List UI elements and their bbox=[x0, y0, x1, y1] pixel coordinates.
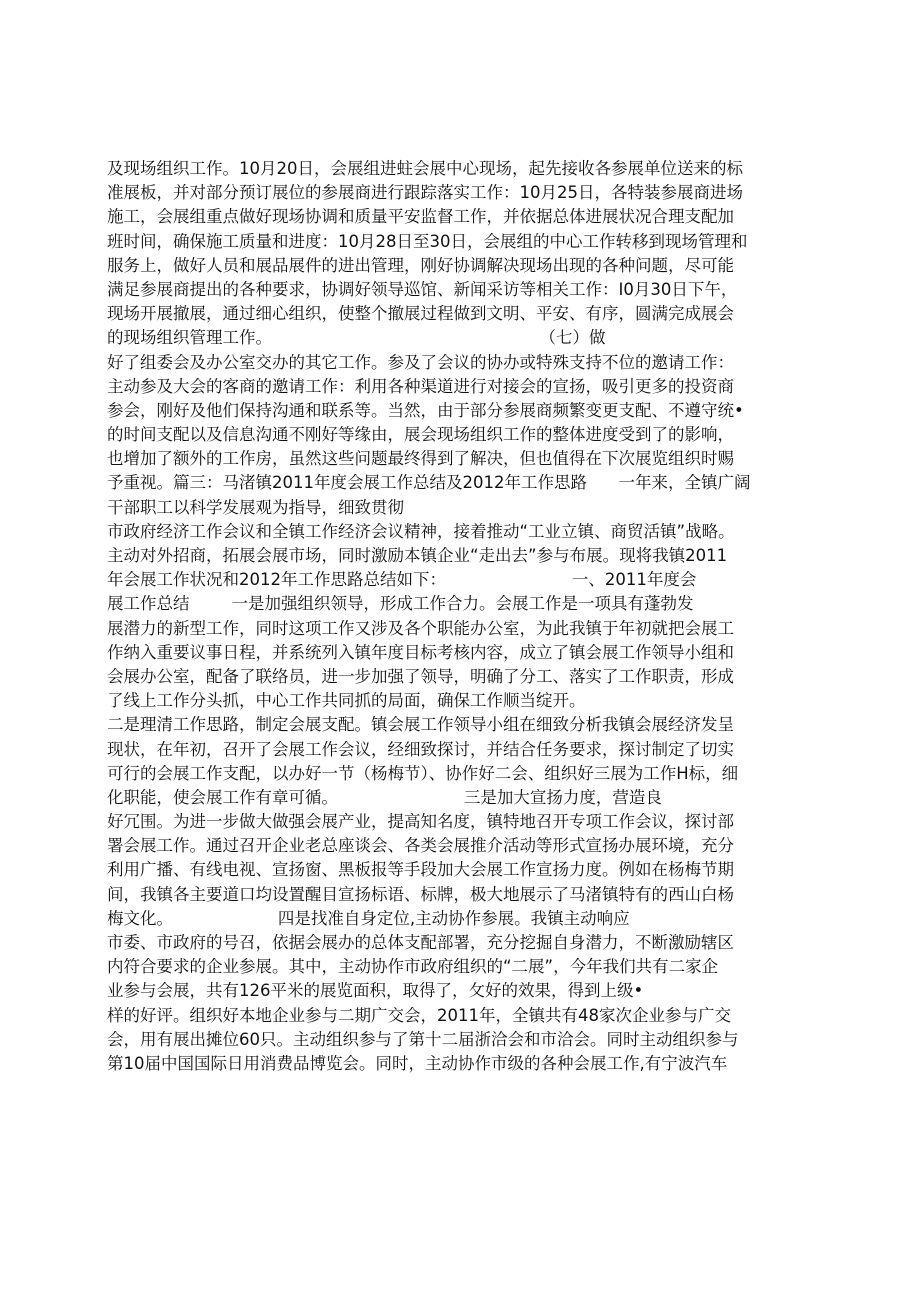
text-line: 内符合要求的企业参展。其中，主动协作市政府组织的“二展”，今年我们共有二家企 bbox=[107, 957, 719, 977]
text-line: 展潜力的新型工作，同时这项工作又涉及各个职能办公室，为此我镇于年初就把会展工 bbox=[107, 618, 734, 638]
text-line: 署会展工作。通过召开企业老总座谈会、各类会展推介活动等形式宣扬办展环境，充分 bbox=[107, 836, 734, 856]
text-line: 业参与会展，共有126平米的展览面积，取得了，攵好的效果，得到上级• bbox=[107, 981, 644, 1001]
text-line: 可行的会展工作支配，以办好一节（杨梅节）、协作好二会、组织好三展为工作H标，细 bbox=[107, 763, 739, 783]
text-line: 的时间支配以及信息沟通不刚好等缘由，展会现场组织工作的整体进度受到了的影响， bbox=[107, 425, 734, 445]
text-line: 利用广播、有线电视、宣扬窗、黑板报等手段加大会展工作宣扬力度。例如在杨梅节期 bbox=[107, 860, 734, 880]
text-line: 样的好评。组织好本地企业参与二期广交会，2011年，全镇共有48家次企业参与广交 bbox=[107, 1005, 731, 1025]
text-line: 二是理清工作思路，制定会展支配。镇会展工作领导小组在细致分析我镇会展经济发呈 bbox=[107, 715, 734, 735]
text-line: 现场开展撤展，通过细心组织，使整个撤展过程做到文明、平安、有序，圆满完成展会 bbox=[107, 304, 734, 324]
text-line: 会展办公室，配备了联络员，进一步加强了领导，明确了分工、落实了工作职责，形成 bbox=[107, 666, 734, 686]
text-line: 干部职工以科学发展观为指导，细致贯彻 bbox=[107, 497, 404, 517]
document-body bbox=[107, 157, 827, 1076]
text-line: 展工作总结 一是加强组织领导，形成工作合力。会展工作是一项具有蓬勃发 bbox=[107, 594, 694, 614]
text-line: 的现场组织管理工作。 （七）做 bbox=[107, 328, 606, 348]
text-line: 也增加了额外的工作房，虽然这些问题最终得到了解决，但也值得在下次展览组织时赐 bbox=[107, 449, 734, 469]
text-line: 服务上，做好人员和展品展件的进出管理，刚好协调解决现场出现的各种问题，尽可能 bbox=[107, 255, 734, 275]
text-line: 准展板，并对部分预订展位的参展商进行跟踪落实工作：10月25日，各特装参展商进场 bbox=[107, 183, 743, 203]
text-line: 施工，会展组重点做好现场协调和质量平安监督工作，并依据总体进展状况合理支配加 bbox=[107, 207, 734, 227]
text-line: 间，我镇各主要道口均设置醒目宣扬标语、标牌，极大地展示了马渚镇特有的西山白杨 bbox=[107, 884, 734, 904]
text-line: 作纳入重要议事日程，并系统列入镇年度目标考核内容，成立了镇会展工作领导小组和 bbox=[107, 642, 734, 662]
text-line: 主动对外招商，拓展会展市场，同时激励本镇企业“走出去”参与布展。现将我镇2011 bbox=[107, 546, 728, 565]
text-line: 第10届中国国际日用消费品博览会。同时，主动协作市级的各种会展工作,有宁波汽车 bbox=[107, 1053, 728, 1073]
text-line: 及现场组织工作。10月20日，会展组进蛀会展中心现场，起先接收各参展单位送来的标 bbox=[107, 159, 743, 178]
text-line: 市政府经济工作会议和全镇工作经济会议精神，接着推动“工业立镇、商贸活镇”战略。 bbox=[107, 521, 735, 541]
text-line: 班时间，确保施工质量和进度：10月28日至30日，会展组的中心工作转移到现场管理和 bbox=[107, 231, 748, 251]
text-line: 予重视。篇三：马渚镇2011年度会展工作总结及2012年工作思路 一年来，全镇广阔 bbox=[107, 473, 751, 493]
text-line: 现状，在年初，召开了会展工作会议，经细致探讨，并结合任务要求，探讨制定了切实 bbox=[107, 739, 734, 759]
text-line: 市委、市政府的号召，依据会展办的总体支配部署，充分挖掘自身潜力，不断激励辖区 bbox=[107, 933, 734, 952]
text-line: 好了组委会及办公室交办的其它工作。参及了会议的协办或特殊支持不位的邀请工作： bbox=[107, 352, 734, 372]
text-line: 好冗围。为进一步做大做强会展产业，提高知名度，镇特地召开专项工作会议，探讨部 bbox=[107, 812, 734, 832]
text-line: 主动参及大会的客商的邀请工作：利用各种渠道进行对接会的宣扬，吸引更多的投资商 bbox=[107, 376, 734, 396]
text-line: 会，用有展出摊位60只。主动组织参与了第十二届浙洽会和市洽会。同时主动组织参与 bbox=[107, 1029, 739, 1049]
text-line: 参会，刚好及他们保持沟通和联系等。当然，由于部分参展商频繁变更支配、不遵守统• bbox=[107, 400, 744, 420]
text-line: 满足参展商提出的各种要求，协调好领导巡馆、新闻采访等相关工作：I0月30日下午， bbox=[107, 279, 738, 299]
text-line: 了线上工作分头抓，中心工作共同抓的局面，确保工作顺当绽开。 bbox=[107, 691, 586, 711]
text-line: 梅文化。 四是找准自身定位,主动协作参展。我镇主动响应 bbox=[107, 908, 630, 928]
text-line: 化职能，使会展工作有章可循。 三是加大宣扬力度，营造良 bbox=[107, 787, 662, 807]
text-line: 年会展工作状况和2012年工作思路总结如下： 一、2011年度会 bbox=[107, 570, 697, 590]
